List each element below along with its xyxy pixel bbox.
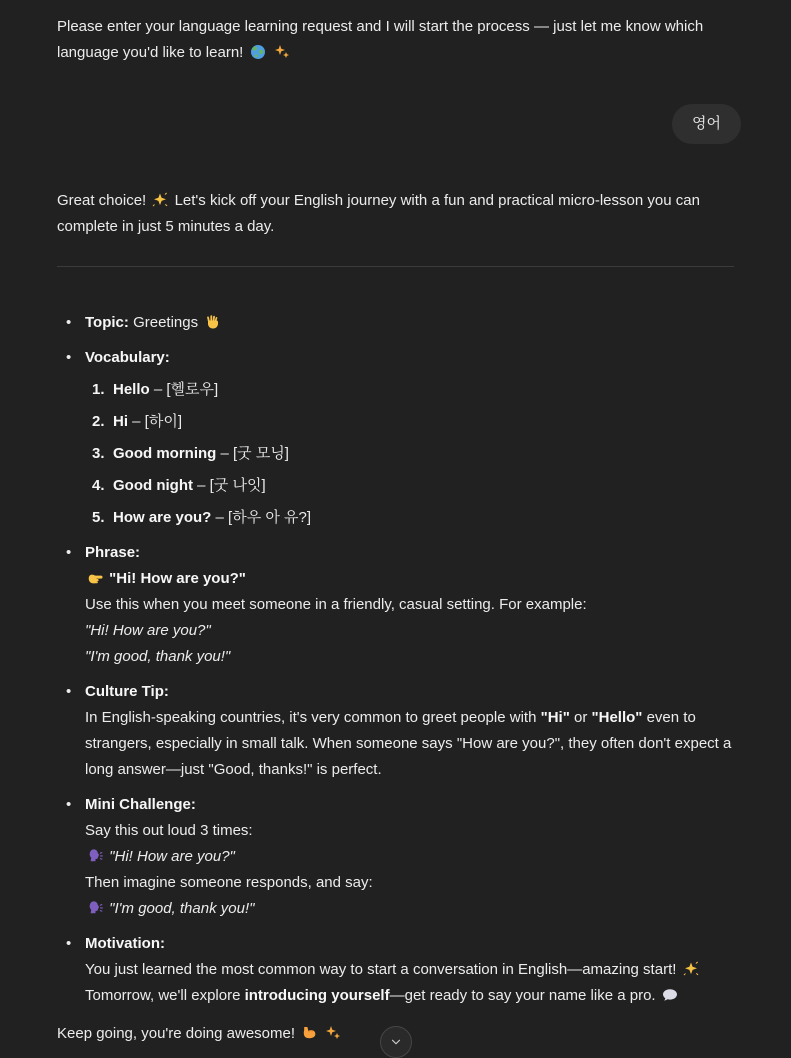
- lesson-intro-after: Let's kick off your English journey with a fun and practical micro-lesson you can complete in just 5 minutes a day.: [57, 192, 700, 235]
- vocabulary-label-line: [85, 345, 734, 371]
- assistant-message-lesson: [0, 188, 791, 1047]
- mini-challenge-say-line: [85, 844, 734, 870]
- speaking-head-emoji: [87, 848, 103, 864]
- mini-challenge-text: Say this out loud 3 times:: [85, 822, 253, 839]
- vocab-pronunciation: – [헬로우]: [149, 381, 219, 398]
- globe-emoji: [250, 44, 266, 60]
- vocab-row: [92, 409, 734, 435]
- vocab-number: 3.: [92, 445, 105, 462]
- topic-line: [85, 310, 734, 336]
- motivation-line2-part: —get ready to say your name like a pro.: [389, 987, 656, 1004]
- vocab-pronunciation: – [하우 아 유?]: [211, 509, 312, 526]
- mini-challenge-say2: "I'm good, thank you!": [109, 900, 255, 917]
- vocab-text: [113, 473, 266, 499]
- assistant-intro-text: Please enter your language learning request and I will start the process — just let me know which language you'd like to learn!: [57, 18, 704, 61]
- motivation-label-line: [85, 931, 734, 957]
- mini-challenge-label: Mini Challenge:: [85, 796, 196, 813]
- mini-challenge-say-line: [85, 896, 734, 922]
- culture-tip-item: [57, 679, 734, 783]
- vocab-row: [92, 377, 734, 403]
- phrase-usage-line: [85, 592, 734, 618]
- speaking-head-emoji: [87, 900, 103, 916]
- motivation-line2-bold: introducing yourself: [244, 987, 390, 1004]
- glowing-star-emoji: [152, 192, 168, 208]
- motivation-line2-part: Tomorrow, we'll explore: [85, 987, 245, 1004]
- mini-challenge-item: [57, 792, 734, 922]
- culture-tip-label-line: [85, 679, 734, 705]
- culture-tip-text: [85, 705, 734, 783]
- culture-tip-bold: "Hello": [591, 709, 643, 726]
- vocab-word: Good morning: [113, 445, 217, 462]
- culture-tip-part: even to strangers, especially in small talk. When someone says "How are you?", they often don't expect a long answer—just "Good, thanks!" is perfect.: [85, 709, 732, 778]
- vocab-text: [113, 505, 311, 531]
- phrase-highlight: "Hi! How are you?": [109, 570, 246, 587]
- vocab-text: [113, 377, 218, 403]
- motivation-item: [57, 931, 734, 1009]
- phrase-example-line: [85, 618, 734, 644]
- topic-value: Greetings: [133, 314, 199, 331]
- vocab-row: [92, 441, 734, 467]
- divider: [57, 266, 734, 267]
- vocab-word: How are you?: [113, 509, 212, 526]
- vocab-text: [113, 409, 182, 435]
- chat-thread: [0, 14, 791, 1042]
- vocab-row: [92, 473, 734, 499]
- scroll-to-bottom-button[interactable]: [380, 1026, 412, 1058]
- motivation-line1: You just learned the most common way to start a conversation in English—amazing start!: [85, 961, 677, 978]
- mini-challenge-instruction: [85, 818, 734, 844]
- closing-text: Keep going, you're doing awesome!: [57, 1025, 296, 1042]
- phrase-example1: "Hi! How are you?": [85, 622, 211, 639]
- culture-tip-part: or: [569, 709, 592, 726]
- vocab-word: Hi: [113, 413, 128, 430]
- vocabulary-list: [85, 377, 734, 531]
- user-message-bubble: [672, 104, 741, 144]
- user-message-text: 영어: [692, 115, 721, 132]
- vocabulary-item: [57, 345, 734, 531]
- vocab-number: 2.: [92, 413, 105, 430]
- glowing-star-emoji: [683, 961, 699, 977]
- flexed-biceps-emoji: [301, 1025, 317, 1041]
- culture-tip-bold: "Hi": [540, 709, 570, 726]
- motivation-text: [85, 957, 734, 1009]
- vocab-pronunciation: – [굿 모닝]: [216, 445, 289, 462]
- phrase-example-line: [85, 644, 734, 670]
- vocab-row: [92, 505, 734, 531]
- phrase-label: Phrase:: [85, 544, 141, 561]
- mini-challenge-text: Then imagine someone responds, and say:: [85, 874, 373, 891]
- assistant-intro-paragraph: [57, 14, 734, 66]
- vocab-pronunciation: – [굿 나잇]: [192, 477, 266, 494]
- phrase-example2: "I'm good, thank you!": [85, 648, 231, 665]
- lesson-list: [57, 310, 734, 1009]
- vocab-pronunciation: – [하이]: [128, 413, 182, 430]
- topic-item: [57, 310, 734, 336]
- vocab-word: Good night: [113, 477, 193, 494]
- assistant-message-intro: [0, 14, 791, 66]
- vocabulary-label: Vocabulary:: [85, 349, 170, 366]
- lesson-intro-before: Great choice!: [57, 192, 147, 209]
- vocab-number: 5.: [92, 509, 105, 526]
- phrase-highlight-line: [85, 566, 734, 592]
- waving-hand-emoji: [204, 314, 220, 330]
- pointing-right-emoji: [87, 570, 103, 586]
- culture-tip-label: Culture Tip:: [85, 683, 169, 700]
- culture-tip-part: In English-speaking countries, it's very common to greet people with: [85, 709, 541, 726]
- phrase-usage: Use this when you meet someone in a friendly, casual setting. For example:: [85, 596, 587, 613]
- sparkles-emoji: [274, 44, 290, 60]
- speech-balloon-emoji: [662, 987, 678, 1003]
- vocab-number: 4.: [92, 477, 105, 494]
- user-message-row: [57, 104, 741, 144]
- sparkles-emoji: [325, 1025, 341, 1041]
- motivation-label: Motivation:: [85, 935, 165, 952]
- phrase-item: [57, 540, 734, 670]
- phrase-label-line: [85, 540, 734, 566]
- vocab-number: 1.: [92, 381, 105, 398]
- mini-challenge-say1: "Hi! How are you?": [109, 848, 235, 865]
- vocab-text: [113, 441, 289, 467]
- topic-label: Topic:: [85, 314, 129, 331]
- chevron-down-icon: [389, 1035, 403, 1049]
- lesson-intro-paragraph: [57, 188, 734, 240]
- mini-challenge-label-line: [85, 792, 734, 818]
- mini-challenge-instruction: [85, 870, 734, 896]
- vocab-word: Hello: [113, 381, 150, 398]
